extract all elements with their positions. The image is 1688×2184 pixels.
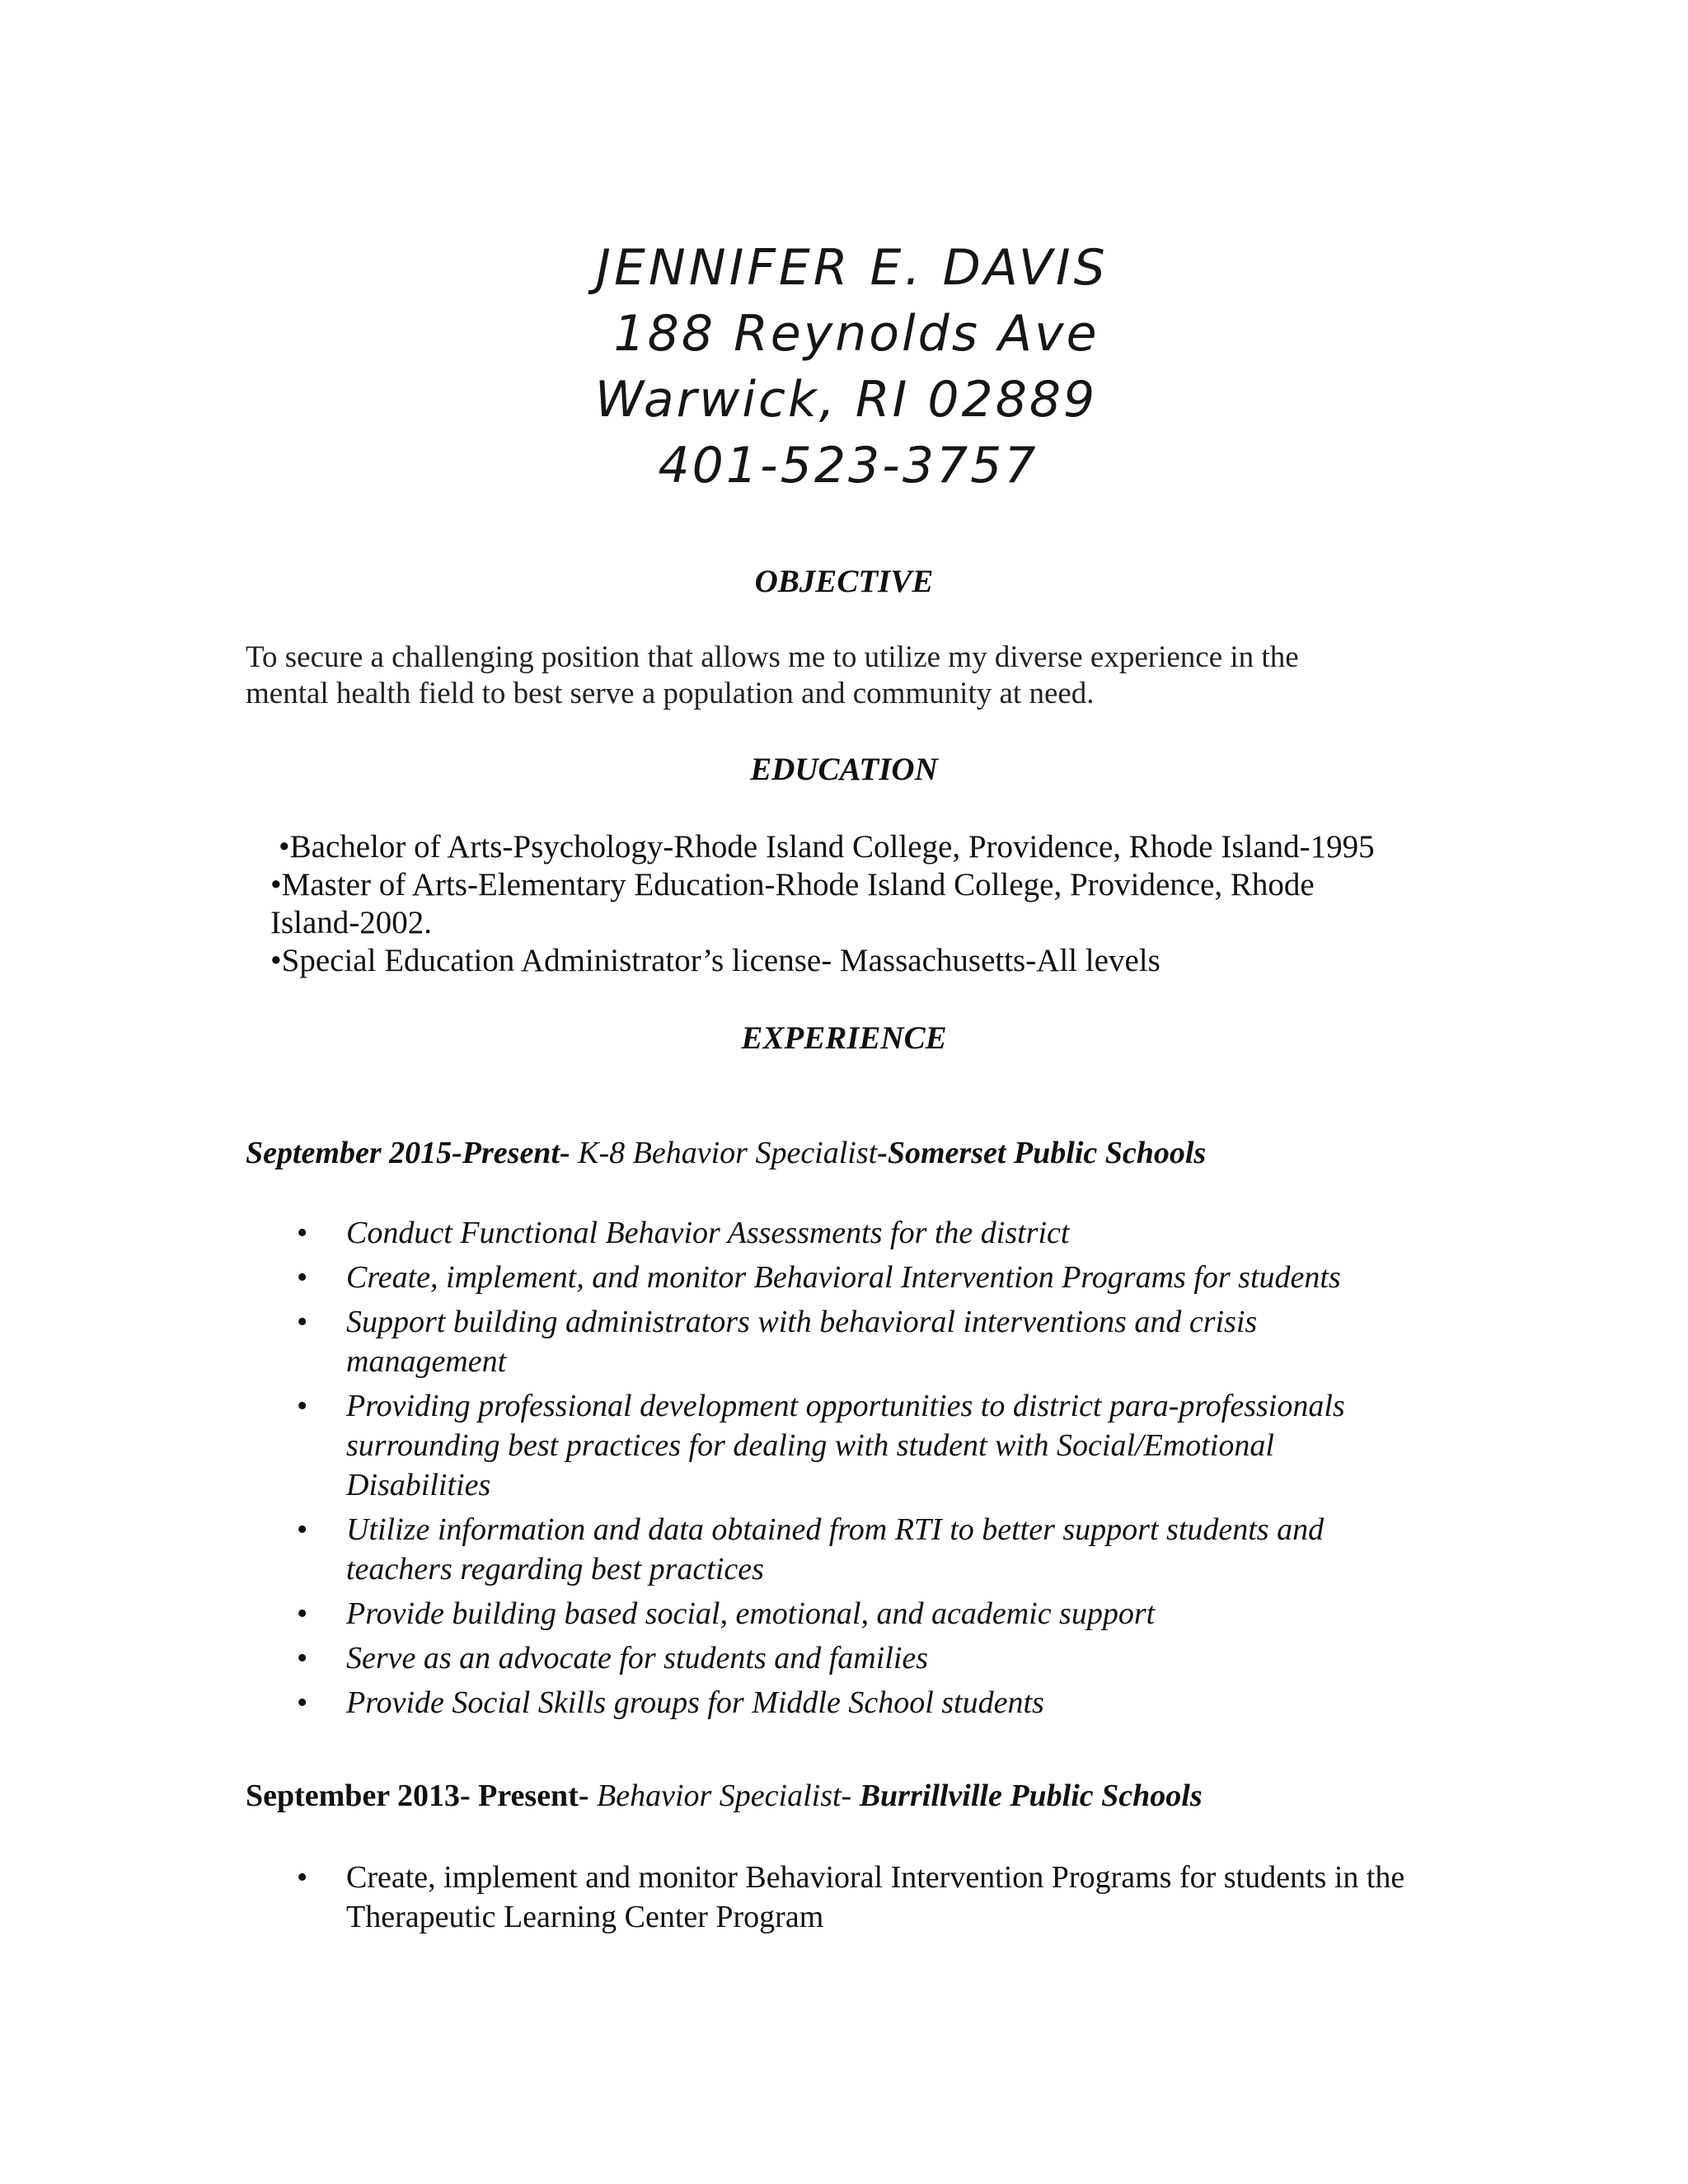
list-item — [297, 1386, 1451, 1505]
job-duties-somerset — [297, 1213, 1451, 1727]
job-employer: Burrillville Public Schools — [859, 1779, 1203, 1813]
job-title: K-8 Behavior Specialist — [570, 1136, 878, 1170]
education-item: •Master of Arts-Elementary Education-Rhode Island College, Providence, Rhode — [270, 867, 1315, 902]
experience-heading: EXPERIENCE — [741, 1020, 947, 1056]
job-dates: September 2015-Present- — [246, 1136, 570, 1170]
street-address: 188 Reynolds Ave — [613, 305, 1100, 363]
list-item — [297, 1638, 1451, 1678]
duty-text: Serve as an advocate for students and families — [346, 1641, 929, 1675]
duty-text: Utilize information and data obtained from RTI to better support students and teachers regarding best practices — [346, 1512, 1325, 1586]
job-title: Behavior Specialist- — [588, 1779, 860, 1813]
list-item — [297, 1594, 1451, 1633]
duty-text: Support building administrators with behavioral interventions and crisis management — [346, 1305, 1258, 1379]
list-item — [297, 1510, 1451, 1589]
duty-text: Providing professional development opportunities to district para-professionals surrounding best practices for dealing with student with Social/Emotional Disabilities — [346, 1389, 1345, 1502]
job-header-burrillville — [246, 1776, 1203, 1816]
duty-text: Provide building based social, emotional, and academic support — [346, 1596, 1156, 1631]
job-header-somerset — [246, 1133, 1206, 1173]
objective-line: mental health field to best serve a population and community at need. — [246, 677, 1095, 710]
bullet-icon: • — [297, 1860, 308, 1895]
objective-heading: OBJECTIVE — [754, 564, 934, 599]
bullet-icon: • — [297, 1260, 308, 1295]
duty-text: Create, implement and monitor Behavioral Intervention Programs for students in the Therapeutic Learning Center Program — [346, 1860, 1405, 1934]
duty-text: Conduct Functional Behavior Assessments for the district — [346, 1216, 1070, 1250]
list-item — [297, 1683, 1451, 1722]
education-item: •Bachelor of Arts-Psychology-Rhode Island College, Providence, Rhode Island-1995 — [279, 829, 1375, 865]
duty-text: Provide Social Skills groups for Middle School students — [346, 1685, 1044, 1720]
job-duties-burrillville — [297, 1858, 1451, 1942]
bullet-icon: • — [297, 1596, 308, 1631]
job-employer: -Somerset Public Schools — [877, 1136, 1207, 1170]
job-dates: September 2013- Present- — [246, 1779, 589, 1813]
contact-header — [0, 235, 1688, 499]
phone-number: 401-523-3757 — [658, 437, 1039, 494]
bullet-icon: • — [297, 1512, 308, 1547]
bullet-icon: • — [297, 1389, 308, 1423]
education-heading: EDUCATION — [750, 752, 938, 787]
list-item — [297, 1302, 1451, 1381]
list-item — [297, 1858, 1451, 1937]
bullet-icon: • — [297, 1305, 308, 1339]
objective-text — [246, 640, 1416, 712]
education-item-continued: Island-2002. — [270, 905, 433, 940]
list-item — [297, 1213, 1451, 1253]
objective-line: To secure a challenging position that allows me to utilize my diverse experience in the — [246, 640, 1299, 674]
list-item — [297, 1258, 1451, 1297]
bullet-icon: • — [297, 1641, 308, 1675]
duty-text: Create, implement, and monitor Behavioral Intervention Programs for students — [346, 1260, 1341, 1295]
city-state-zip: Warwick, RI 02889 — [594, 371, 1098, 429]
education-list — [270, 828, 1441, 980]
bullet-icon: • — [297, 1685, 308, 1720]
bullet-icon: • — [297, 1216, 308, 1250]
education-item: •Special Education Administrator’s license- Massachusetts-All levels — [270, 943, 1160, 978]
applicant-name: JENNIFER E. DAVIS — [596, 239, 1109, 297]
